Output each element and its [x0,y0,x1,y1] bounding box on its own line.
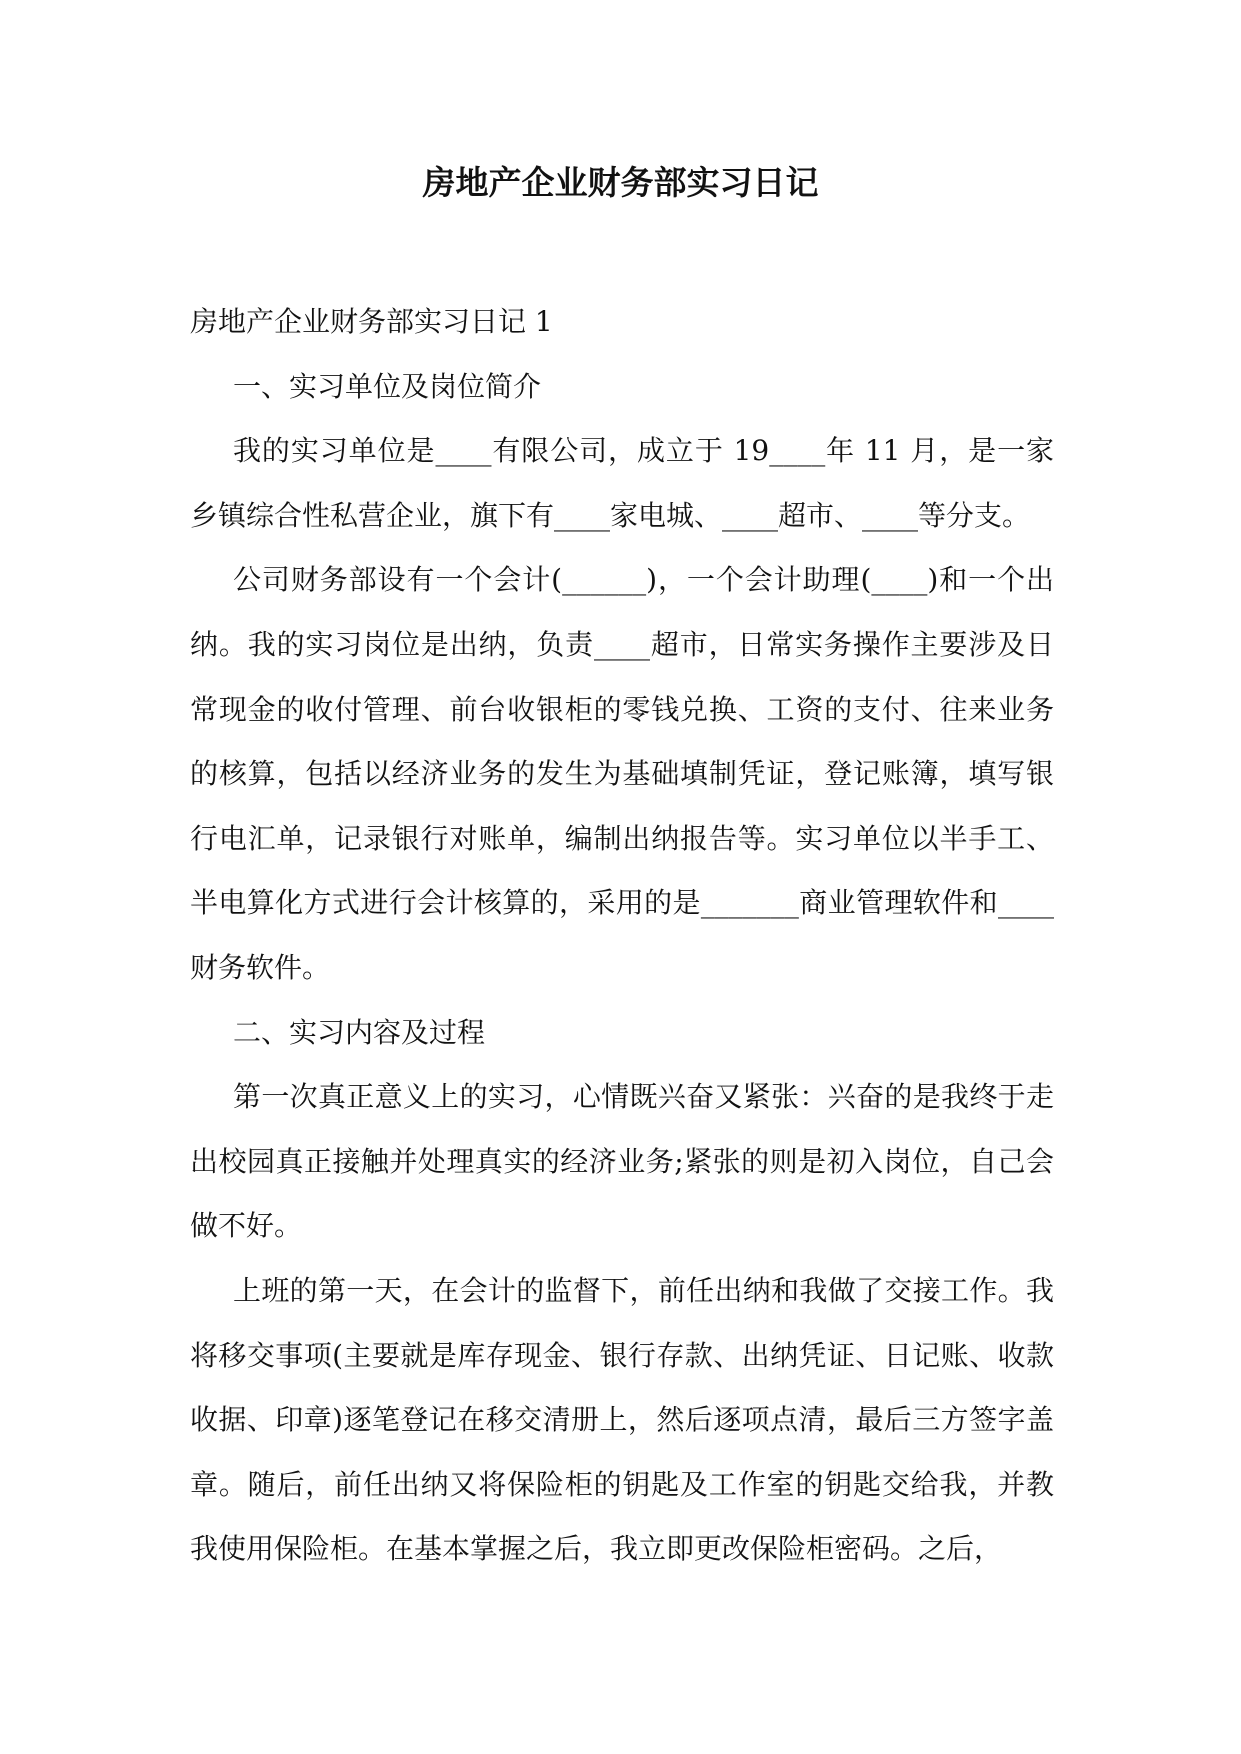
body-paragraph: 第一次真正意义上的实习，心情既兴奋又紧张：兴奋的是我终于走出校园真正接触并处理真实的经济业务;紧张的则是初入岗位，自己会做不好。 [190,1080,1054,1243]
body-paragraph: 我的实习单位是____有限公司，成立于 19____年 11 月，是一家乡镇综合性私营企业，旗下有____家电城、____超市、____等分支。 [190,434,1054,532]
diary-entry-heading: 房地产企业财务部实习日记 1 [190,305,553,338]
section-heading: 二、实习内容及过程 [233,1015,486,1049]
section-heading: 一、实习单位及岗位简介 [233,369,542,403]
document-body [190,290,1054,1582]
body-paragraph: 公司财务部设有一个会计(______)，一个会计助理(____)和一个出纳。我的实习岗位是出纳，负责____超市，日常实务操作主要涉及日常现金的收付管理、前台收银柜的零钱兑换、工资的支付、往来业务的核算，包括以经济业务的发生为基础填制凭证，登记账簿，填写银行电汇单，记录银行对账单，编制出纳报告等。实习单位以半手工、半电算化方式进行会计核算的，采用的是_______商业管理软件和____财务软件。 [190,563,1054,984]
document-title: 房地产企业财务部实习日记 [422,163,819,202]
body-paragraph: 上班的第一天，在会计的监督下，前任出纳和我做了交接工作。我将移交事项(主要就是库存现金、银行存款、出纳凭证、日记账、收款收据、印章)逐笔登记在移交清册上，然后逐项点清，最后三方签字盖章。随后，前任出纳又将保险柜的钥匙及工作室的钥匙交给我，并教我使用保险柜。在基本掌握之后，我立即更改保险柜密码。之后， [190,1273,1054,1566]
